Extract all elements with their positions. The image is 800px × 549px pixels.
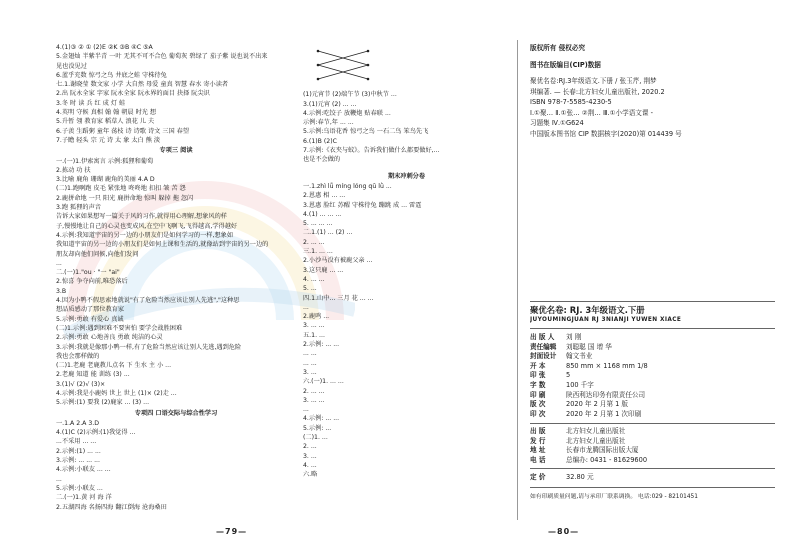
answer-column-left — [56, 43, 296, 513]
section-title-final-exam: 期末冲刺分卷 — [387, 172, 426, 180]
answer-line: 3. ... — [303, 368, 317, 376]
answer-line: 四.1.山中... 三月 花 ... ... — [303, 294, 374, 302]
answer-line: 4.示例:我知道宇宙的另一边的小朋友们是如何学习的一样,想象如 — [56, 231, 234, 239]
info-value: 总编办: 0431 - 81629600 — [566, 455, 648, 464]
answer-line: 子,慢慢地让自己的心灵也变成风,在空中飞啊飞,飞得越高,学得越好 — [56, 222, 238, 230]
info-value: 100 千字 — [566, 380, 594, 389]
answer-line: 一.1.A 2.A 3.D — [56, 419, 100, 427]
answer-line: 2. ... ... — [303, 387, 325, 395]
info-label: 字 数 — [530, 380, 546, 389]
answer-line: (二)1.跑啊跑 皮毛 紧张地 咚咚地 扣扣 皱 苦 怨 — [56, 185, 186, 193]
answer-line: 3.恩惠 脸红 苏醒 守株待兔 蹦跳 成 ... 雷霆 — [303, 201, 422, 209]
answer-line: 七.1.谢晓莹 数文家 小学 大自然 母爱 童真 智慧 春水 寄小读者 — [56, 81, 229, 89]
publication-info-row — [530, 427, 775, 437]
brand-bottom-rule — [530, 328, 775, 329]
info-label: 电 话 — [530, 455, 546, 464]
answer-line: 2.鹿拼命地 一只 阳光 鹿拼命地 惊叫 躲掉 拖 忽闪 — [56, 194, 194, 202]
book-title-pinyin: JUYOUMINGJUAN RJ 3NIANJI YUWEN XIACE — [530, 317, 682, 323]
info-value: 刘 刚 — [566, 333, 582, 341]
answer-line: 3.(1)√ (2)√ (3)× — [56, 380, 106, 388]
answer-line: ... ... — [303, 359, 317, 367]
page-divider — [517, 40, 518, 520]
publication-info-row — [530, 381, 775, 391]
answer-line: 5.金翅灿 半紫半青 一叶 无其不可不合色 葡萄灰 碧绿了 茄子紫 说也说不出来 — [56, 53, 268, 61]
info-value: 北方妇女儿童出版社 — [566, 427, 626, 435]
answer-line: 3. ... — [303, 452, 317, 460]
info-value: 刘聪聪 国 增 华 — [566, 342, 612, 351]
cip-line: ISBN 978-7-5585-4230-5 — [530, 98, 612, 106]
answer-line: 2.惊喜 争夺向前,唯恐落后 — [56, 278, 128, 286]
answer-line: 一.1.zhì lǚ míng lóng qū lǜ ... — [303, 182, 392, 190]
answer-line: 我也会那样做的 — [56, 352, 100, 360]
publication-info-row — [530, 446, 775, 456]
answer-line: (二)1.示例:遇到困难不要害怕 要学会战胜困难 — [56, 324, 183, 332]
info-value: 2020 年 2 月第 1 版 — [566, 400, 629, 409]
answer-line: 5. ... ... ... — [303, 220, 333, 228]
info-value: 北方妇女儿童出版社 — [566, 436, 626, 445]
answer-line: 3.(1)元宵 (2) ... ... — [303, 100, 357, 108]
answer-line: 3. ... ... — [303, 396, 325, 404]
answer-line: 专项四 口语交际与综合性学习 — [134, 409, 218, 417]
answer-line: 告诉大家如果想写一篇关于风的习作,就得用心理解,想象风的样 — [56, 213, 227, 221]
info-value: 850 mm × 1168 mm 1/8 — [566, 361, 648, 370]
publication-info-row — [530, 410, 775, 420]
page-number-79: —79— — [216, 527, 248, 536]
answer-line: 3. ... ... — [303, 322, 325, 330]
answer-line: 5.示例:勇敢 有爱心 真诚 — [56, 315, 124, 323]
answer-line: 6.蓝乎充数 惊弓之鸟 井底之蛙 守株待兔 — [56, 71, 167, 79]
info-label: 出 版 人 — [530, 333, 555, 341]
cip-title: 图书在版编目(CIP)数据 — [530, 60, 601, 69]
answer-line: 5.升暂 翎 教育家 稻草人 浪花 儿 夫 — [56, 118, 155, 126]
answer-line: 4.示例:我是小鹿妈 世上 世上 (1)× (2)走 ... — [56, 389, 177, 397]
pub-divider — [530, 423, 775, 424]
answer-line: 3.示例: ... ... ... — [56, 457, 100, 465]
answer-line: ... — [303, 406, 309, 414]
answer-line: 3.比喻 鹿角 珊瑚 鹿角的美丽 4.A D — [56, 176, 155, 184]
info-label: 印 张 — [530, 371, 546, 380]
cip-line: 习题集 Ⅳ.①G624 — [530, 119, 584, 127]
answer-line: 5.示例: ... — [303, 424, 332, 432]
answer-line: 2.示例:勇敢 心地善良 勇敢 纯洁的心灵 — [56, 334, 163, 342]
answer-line: 我知道宇宙的另一边的小朋友们是如何上课和生活的,就像站到宇宙的另一边的 — [56, 241, 269, 249]
info-label: 印 刷 — [530, 390, 546, 399]
info-value: 长春市龙腾国际出版大厦 — [566, 446, 639, 455]
answer-line: ... ... — [303, 350, 317, 358]
answer-line: 4.示例:小联友 ... ... — [56, 466, 111, 474]
publication-info-row — [530, 352, 775, 362]
info-label: 开 本 — [530, 361, 546, 370]
answer-line: 专项三 阅读 — [159, 147, 193, 155]
answer-line: 示例:春节,年 ... ... — [303, 119, 354, 127]
answer-line: 6.子羡 生蹈粥 童年 荡枝 诗 诗歌 诗文 三国 春望 — [56, 127, 190, 135]
info-label: 封面设计 — [530, 352, 557, 361]
info-value: 5 — [566, 371, 571, 380]
info-label: 地 址 — [530, 446, 546, 455]
price-bottom-rule — [530, 487, 775, 488]
answer-line: 2.拣动 功 扶 — [56, 166, 91, 174]
publication-info-row — [530, 371, 775, 381]
price-label: 定 价 — [530, 473, 546, 481]
copyright-page — [530, 43, 775, 523]
answer-line: 2.示例:(1) ... ... — [56, 447, 101, 455]
answer-line: 4.因为小鸭不假思索地就说"有了危险当然应该让别人先逃","这种思 — [56, 297, 240, 305]
answer-line: 6.(1)B (2)C — [303, 137, 337, 145]
answer-line: 5.示例:(1) 要我 (2)鹿家 ... (3) ... — [56, 399, 150, 407]
answer-line: 4.示例:吃饺子 放鞭炮 贴春联 ... — [303, 109, 391, 117]
answer-line: ... — [56, 475, 62, 483]
answer-line: 3.冬 时 读 兵 红 成 灯 蛙 — [56, 99, 126, 107]
answer-line: 2.示例: ... ... — [303, 341, 340, 349]
info-value: 翰文书业 — [566, 352, 593, 361]
answer-line: 2.五湖四海 名扬四海 翻江倒海 沧海桑田 — [56, 503, 167, 511]
answer-line: 二.1.(1) ... (2) ... — [303, 229, 353, 237]
price-row — [530, 473, 594, 483]
info-label: 出 版 — [530, 427, 546, 435]
answer-line: 2. ... — [303, 443, 317, 451]
answer-column-middle — [303, 43, 510, 513]
matching-lines-diagram — [313, 45, 373, 85]
answer-line: ... — [56, 259, 62, 267]
answer-line: 一.(一)1.伊索寓言 示例:狐狸和葡萄 — [56, 157, 154, 165]
answer-line: 六.略 — [303, 471, 318, 479]
answer-line: 五.1. ... — [303, 331, 325, 339]
answer-line: 4. ... ... — [303, 275, 325, 283]
answer-line: 7.示例:《衣夹与蚊》。告诉我们做什么都要做好,... — [303, 147, 440, 155]
publication-info-row — [530, 456, 775, 466]
info-label: 印 次 — [530, 409, 546, 418]
cip-line: 聚优名卷:RJ.3年级语文.下册 / 张玉芹, 荆梦 — [530, 77, 657, 85]
info-value: 2020 年 2 月第 1 次印刷 — [566, 409, 642, 418]
answer-line: 7.子瞻 轻头 宗 元 诗 太 象 太白 熊 淡 — [56, 136, 161, 144]
answer-line: 3.B — [56, 287, 67, 295]
price-top-rule — [530, 468, 775, 469]
publication-info-row — [530, 362, 775, 372]
answer-line: 三.1. ... ... — [303, 248, 333, 256]
brand-top-rule — [530, 301, 775, 302]
answer-line: (1)元宵节 (2)端午节 (3)中秋节 ... — [303, 91, 397, 99]
answer-line: 4.(1) ... ... ... — [303, 210, 342, 218]
cip-line: 琪编著. — 长春:北方妇女儿童出版社, 2020.2 — [530, 87, 665, 96]
answer-line: 2.恩惠 相 ... ... — [303, 192, 346, 200]
publication-info-row — [530, 343, 775, 353]
page-number-80: —80— — [548, 527, 580, 536]
answer-line: 想品质感动了那位教育家 — [56, 306, 125, 314]
price-value: 32.80 元 — [566, 473, 594, 481]
answer-line: 朋友却向他们问候,向他们发问 — [56, 250, 139, 258]
answer-line: 也是不会做的 — [303, 156, 341, 164]
cip-line: Ⅰ.①聚… Ⅱ.①张… ②荆… Ⅲ.①小学语文课 - — [530, 108, 653, 117]
publication-info-row — [530, 400, 775, 410]
publication-info-row — [530, 333, 775, 343]
answer-line: 2.小沙马没有被鹿父亲 ... — [303, 257, 373, 265]
book-title: 聚优名卷: RJ. 3年级语文.下册 — [530, 305, 645, 315]
info-label: 发 行 — [530, 436, 546, 445]
answer-line: 3.跑 狐狸的声音 — [56, 204, 101, 212]
info-label: 版 次 — [530, 400, 546, 409]
answer-line: 2. ... ... — [303, 238, 325, 246]
answer-line: 3.示例:我就是像那小鸭一样,有了危险当然应该让别人先逃,遇到危险 — [56, 343, 242, 351]
quality-notice: 如有印刷质量问题,请与承印厂联系调换。 电话:029 - 82101451 — [530, 494, 698, 500]
answer-line: (二)1.老鹿 老鹿教儿点名 下 生水 主 小 ... — [56, 362, 172, 370]
answer-line: 2.鹿鸣 ... — [303, 313, 330, 321]
answer-line: 4.英明 守候 真相 翰 翰 朝晨 时光 想 — [56, 109, 157, 117]
answer-line: ... — [303, 303, 309, 311]
answer-line: 3.这只鹿 ... ... — [303, 266, 344, 274]
answer-line: 5.示例:乌语花香 惊弓之鸟 一石二鸟 笨鸟先飞 — [303, 128, 429, 136]
answer-line: 5. ... — [303, 285, 317, 293]
answer-line: 5.示例:小联友 ... — [56, 484, 103, 492]
answer-line: 六.(一)1. ... ... — [303, 378, 344, 386]
answer-line: 二.(一)1.黄 河 海 洋 — [56, 494, 112, 502]
info-label: 责任编辑 — [530, 342, 557, 351]
answer-line: 2.老鹿 知道 能 训练 (3) ... — [56, 371, 130, 379]
answer-line: ...不采用 ... ... — [56, 438, 97, 446]
answer-line: 4.(1)C (2)示例:(1)我觉得 ... — [56, 429, 136, 437]
answer-line: 4.(1)③ ② ① (2)E ②K ③B ④C ⑤A — [56, 44, 153, 51]
answer-line: (二)1. ... — [303, 433, 328, 441]
answer-line: 4.示例: ... ... — [303, 415, 340, 423]
answer-line: 4. ... — [303, 461, 317, 469]
answer-line: 2.出 阮永全家 字家 阮永全家 阮永界的面目 抉择 阮尖识 — [56, 90, 210, 98]
cip-line: 中国版本图书馆 CIP 数据核字(2020)第 014439 号 — [530, 129, 682, 138]
answer-line: 见也没见过 — [56, 62, 87, 70]
answer-line: 二.(一)1."ou · "一 "ai" — [56, 269, 120, 277]
copyright-notice: 版权所有 侵权必究 — [530, 44, 586, 52]
publication-info-row — [530, 391, 775, 401]
info-value: 陕西利达印务有限责任公司 — [566, 390, 646, 399]
publication-info-row — [530, 437, 775, 447]
